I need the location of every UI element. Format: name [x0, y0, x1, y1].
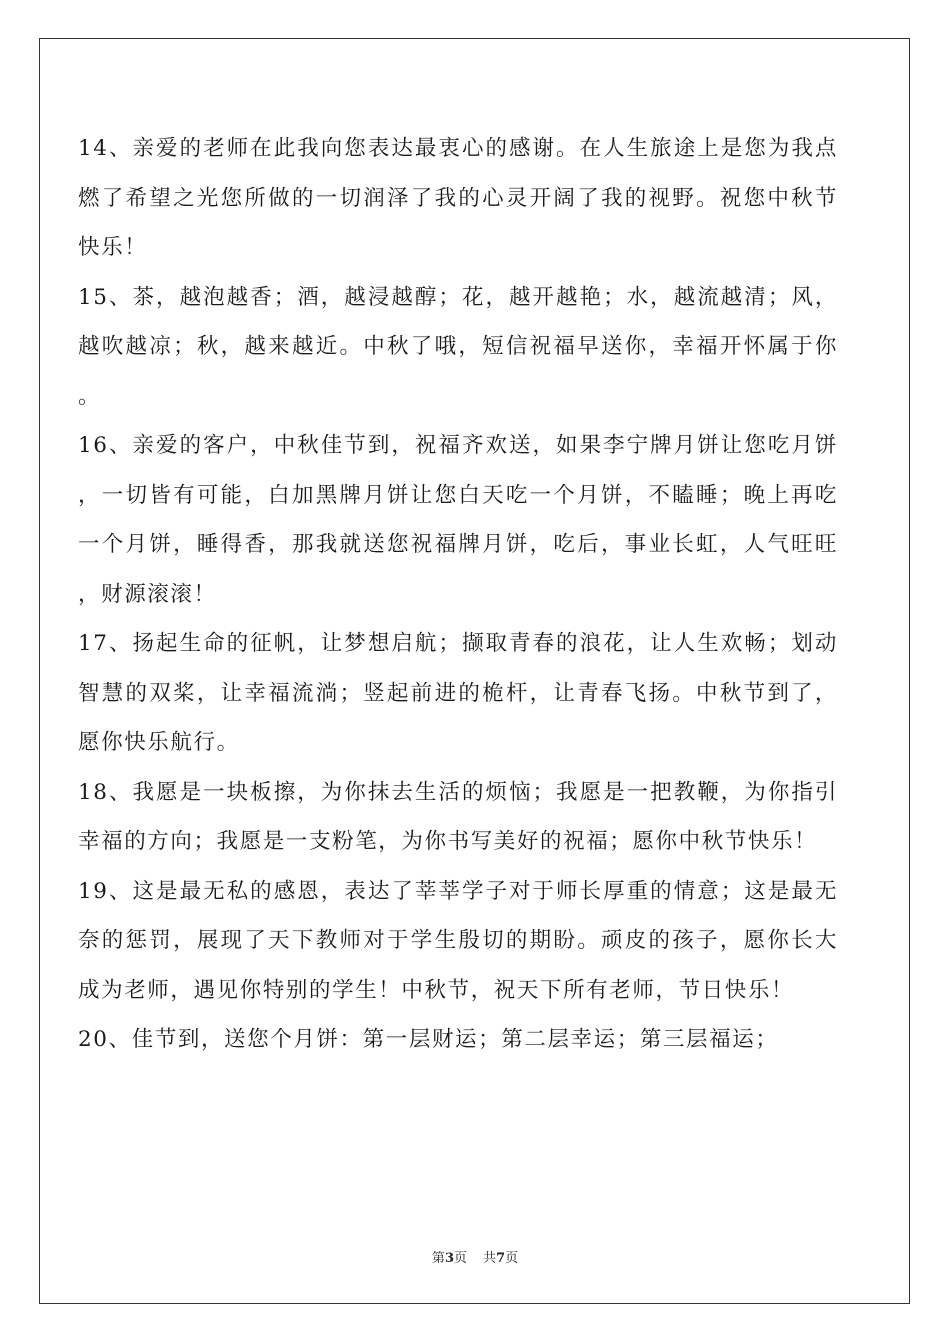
- entry-17: 17、扬起生命的征帆，让梦想启航；撷取青春的浪花，让人生欢畅；划动智慧的双桨，让幸福流淌；竖起前进的桅杆，让青春飞扬。中秋节到了，愿你快乐航行。: [78, 631, 838, 755]
- page-suffix: 页: [453, 1251, 467, 1266]
- document-body: [78, 124, 838, 1065]
- entry-14: 14、亲爱的老师在此我向您表达最衷心的感谢。在人生旅途上是您为我点燃了希望之光您所做的一切润泽了我的心灵开阔了我的视野。祝您中秋节快乐！: [78, 136, 838, 260]
- total-suffix: 页: [505, 1251, 519, 1266]
- entry-18: 18、我愿是一块板擦，为你抹去生活的烦恼；我愿是一把教鞭，为你指引幸福的方向；我愿是一支粉笔，为你书写美好的祝福；愿你中秋节快乐！: [78, 779, 838, 854]
- total-prefix: 共: [483, 1251, 497, 1266]
- page-total: 7: [496, 1251, 506, 1266]
- page-current: 3: [444, 1251, 454, 1266]
- entry-16: 16、亲爱的客户，中秋佳节到，祝福齐欢送，如果李宁牌月饼让您吃月饼，一切皆有可能，白加黑牌月饼让您白天吃一个月饼，不瞌睡；晚上再吃一个月饼，睡得香，那我就送您祝福牌月饼，吃后，事业长虹，人气旺旺，财源滚滚！: [78, 433, 838, 607]
- page-prefix: 第: [431, 1251, 445, 1266]
- entry-19: 19、这是最无私的感恩，表达了莘莘学子对于师长厚重的情意；这是最无奈的惩罚，展现了天下教师对于学生殷切的期盼。顽皮的孩子，愿你长大成为老师，遇见你特别的学生！中秋节，祝天下所有老师，节日快乐！: [78, 878, 838, 1003]
- page-footer: [0, 1247, 950, 1266]
- entry-20: 20、佳节到，送您个月饼：第一层财运；第二层幸运；第三层福运；: [78, 1027, 779, 1052]
- entry-15: 15、茶，越泡越香；酒，越浸越醇；花，越开越艳；水，越流越清；风，越吹越凉；秋，越来越近。中秋了哦，短信祝福早送你，幸福开怀属于你。: [78, 284, 838, 409]
